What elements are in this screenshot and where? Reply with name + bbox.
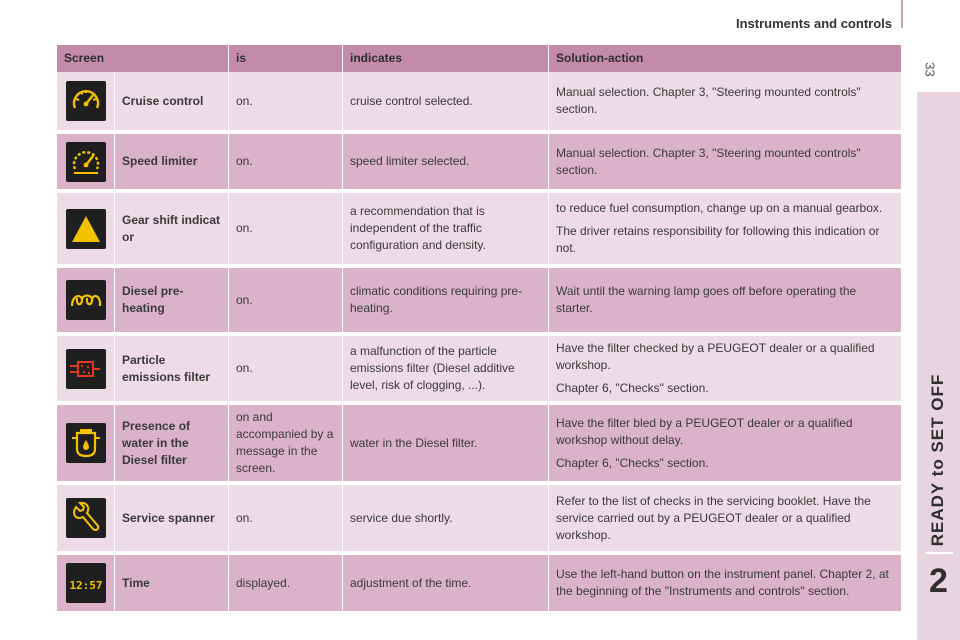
row-name: Particle emissions filter: [115, 336, 229, 405]
row-indicates: speed limiter selected.: [343, 134, 549, 193]
solution-text: Refer to the list of checks in the servicing booklet. Have the service carried out by a PEUGEOT dealer or a qualified workshop.: [556, 493, 871, 542]
column-header-indicates: indicates: [343, 45, 549, 72]
row-is: on.: [229, 134, 343, 193]
table-row: [57, 555, 902, 615]
solution-text: Use the left-hand button on the instrument panel. Chapter 2, at the beginning of the "Instruments and controls" section.: [556, 567, 889, 598]
service-spanner-icon: [66, 498, 106, 538]
row-name: Gear shift indicat or: [115, 193, 229, 268]
row-name: Cruise control: [115, 72, 229, 134]
table-row: [57, 193, 902, 268]
row-is: on.: [229, 72, 343, 134]
row-solution: [549, 336, 902, 405]
solution-text: The driver retains responsibility for following this indication or not.: [556, 224, 880, 255]
row-name: Service spanner: [115, 485, 229, 555]
page-number: 33: [922, 62, 938, 77]
row-solution: [549, 405, 902, 485]
column-header-is: is: [229, 45, 343, 72]
row-is: displayed.: [229, 555, 343, 615]
row-solution: [549, 134, 902, 193]
solution-text: Have the filter checked by a PEUGEOT dealer or a qualified workshop.: [556, 341, 875, 372]
header-rule: [901, 0, 903, 28]
table-header-row: [57, 45, 902, 72]
row-is: on.: [229, 485, 343, 555]
speed-limiter-icon: [66, 142, 106, 182]
row-name: Speed limiter: [115, 134, 229, 193]
row-indicates: climatic conditions requiring pre-heating.: [343, 268, 549, 336]
chapter-side-tab: [917, 92, 960, 640]
chapter-number: 2: [929, 562, 948, 600]
row-name: Diesel pre-heating: [115, 268, 229, 336]
warning-lamps-table: [57, 45, 902, 615]
row-indicates: a recommendation that is independent of the traffic configuration and density.: [343, 193, 549, 268]
water-in-diesel-icon: [66, 423, 106, 463]
table-row: [57, 134, 902, 193]
clock-display-icon: [66, 563, 106, 603]
clock-digits: 12:57: [68, 579, 103, 592]
row-solution: [549, 555, 902, 615]
particle-filter-icon: [66, 349, 106, 389]
row-indicates: cruise control selected.: [343, 72, 549, 134]
solution-text: to reduce fuel consumption, change up on a manual gearbox.: [556, 201, 883, 215]
glow-plug-icon: [66, 280, 106, 320]
row-indicates: a malfunction of the particle emissions filter (Diesel additive level, risk of clogging, ...).: [343, 336, 549, 405]
row-name: Time: [115, 555, 229, 615]
solution-text: Have the filter bled by a PEUGEOT dealer or a qualified workshop without delay.: [556, 415, 853, 447]
row-indicates: water in the Diesel filter.: [343, 405, 549, 485]
table-row: [57, 268, 902, 336]
gear-shift-warning-triangle-icon: [66, 209, 106, 249]
row-solution: [549, 485, 902, 555]
table-row: [57, 405, 902, 485]
row-solution: [549, 268, 902, 336]
solution-text: Chapter 6, "Checks" section.: [556, 381, 709, 395]
row-indicates: adjustment of the time.: [343, 555, 549, 615]
solution-text: Manual selection. Chapter 3, "Steering mounted controls" section.: [556, 85, 861, 116]
row-name: Presence of water in the Diesel filter: [115, 405, 229, 485]
solution-text: Manual selection. Chapter 3, "Steering mounted controls" section.: [556, 145, 861, 177]
page-header-title: Instruments and controls: [735, 16, 892, 31]
table-row: [57, 485, 902, 555]
solution-text: Wait until the warning lamp goes off before operating the starter.: [556, 284, 857, 315]
row-is: on.: [229, 268, 343, 336]
row-solution: [549, 72, 902, 134]
cruise-control-icon: [66, 81, 106, 121]
table-row: [57, 336, 902, 405]
row-is: on.: [229, 336, 343, 405]
table-row: [57, 72, 902, 134]
row-is: on.: [229, 193, 343, 268]
column-header-solution: Solution-action: [549, 45, 902, 72]
row-solution: [549, 193, 902, 268]
chapter-divider: [925, 552, 953, 554]
solution-text: Chapter 6, "Checks" section.: [556, 455, 709, 470]
row-indicates: service due shortly.: [343, 485, 549, 555]
column-header-screen: Screen: [57, 45, 229, 72]
chapter-label: READY to SET OFF: [928, 373, 947, 547]
row-is: on and accompanied by a message in the screen.: [229, 405, 343, 485]
